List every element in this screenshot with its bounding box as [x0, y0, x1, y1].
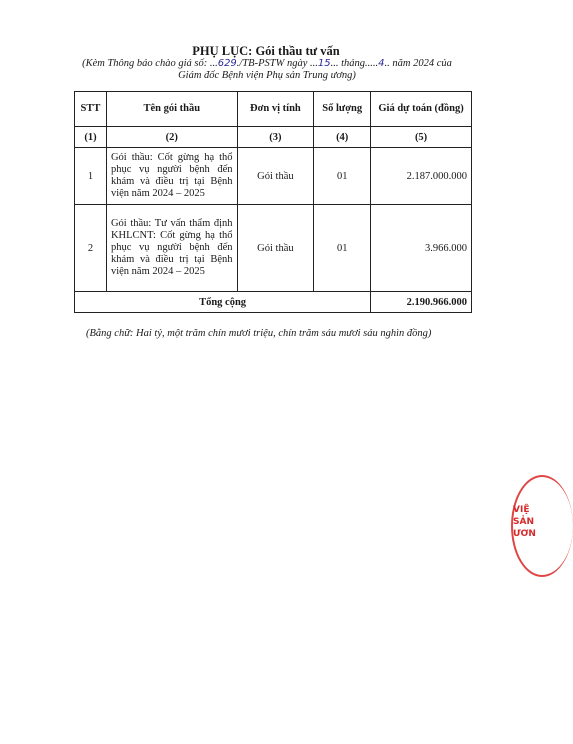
index-cell: (1) [75, 127, 107, 148]
header-quantity: Số lượng [314, 92, 371, 127]
stamp-text-line: VIỆ [513, 505, 530, 515]
stamp-text-line: SẢN [513, 517, 534, 527]
row-price: 2.187.000.000 [371, 148, 472, 205]
index-cell: (5) [371, 127, 472, 148]
row-price: 3.966.000 [371, 205, 472, 292]
table-row [75, 205, 472, 292]
subtitle-mid-1: ./TB-PSTW ngày ... [236, 58, 318, 69]
subtitle-line-2: Giám đốc Bệnh viện Phụ sản Trung ương) [178, 70, 356, 81]
header-unit: Đơn vị tính [237, 92, 314, 127]
amount-in-words: (Bằng chữ: Hai tỷ, một trăm chín mươi triệu, chín trăm sáu mươi sáu nghìn đồng) [86, 328, 432, 339]
row-stt: 1 [75, 148, 107, 205]
row-unit: Gói thầu [237, 148, 314, 205]
index-cell: (2) [106, 127, 237, 148]
row-quantity: 01 [314, 148, 371, 205]
subtitle-mid-2: ... tháng..... [330, 58, 379, 69]
table-row [75, 148, 472, 205]
subtitle-suffix: .. năm 2024 của [384, 58, 452, 69]
row-quantity: 01 [314, 205, 371, 292]
stamp-text-line: ƯƠN [513, 529, 536, 539]
bid-package-table [74, 91, 472, 313]
header-package-name: Tên gói thầu [106, 92, 237, 127]
index-cell: (3) [237, 127, 314, 148]
handwritten-month: 4 [378, 58, 385, 69]
table-total-row [75, 292, 472, 313]
handwritten-doc-number: 629 [217, 58, 237, 69]
table-index-row [75, 127, 472, 148]
table-header-row [75, 92, 472, 127]
row-unit: Gói thầu [237, 205, 314, 292]
handwritten-day: 15 [317, 58, 331, 69]
header-stt: STT [75, 92, 107, 127]
page-title: PHỤ LỤC: Gói thầu tư vấn [192, 44, 340, 58]
index-cell: (4) [314, 127, 371, 148]
header-estimated-price: Giá dự toán (đồng) [371, 92, 472, 127]
row-package-name: Gói thầu: Tư vấn thẩm định KHLCNT: Cốt gừng hạ thổ phục vụ người bệnh đến khám và điều trị tại Bệnh viện năm 2024 – 2025 [106, 205, 237, 292]
row-stt: 2 [75, 205, 107, 292]
total-label: Tổng cộng [75, 292, 371, 313]
red-seal-stamp [505, 475, 545, 575]
subtitle-prefix: (Kèm Thông báo chào giá số: ... [82, 58, 218, 69]
total-value: 2.190.966.000 [371, 292, 472, 313]
document-subtitle [62, 58, 472, 82]
row-package-name: Gói thầu: Cốt gừng hạ thổ phục vụ người bệnh đến khám và điều trị tại Bệnh viện năm 2024 – 2025 [106, 148, 237, 205]
